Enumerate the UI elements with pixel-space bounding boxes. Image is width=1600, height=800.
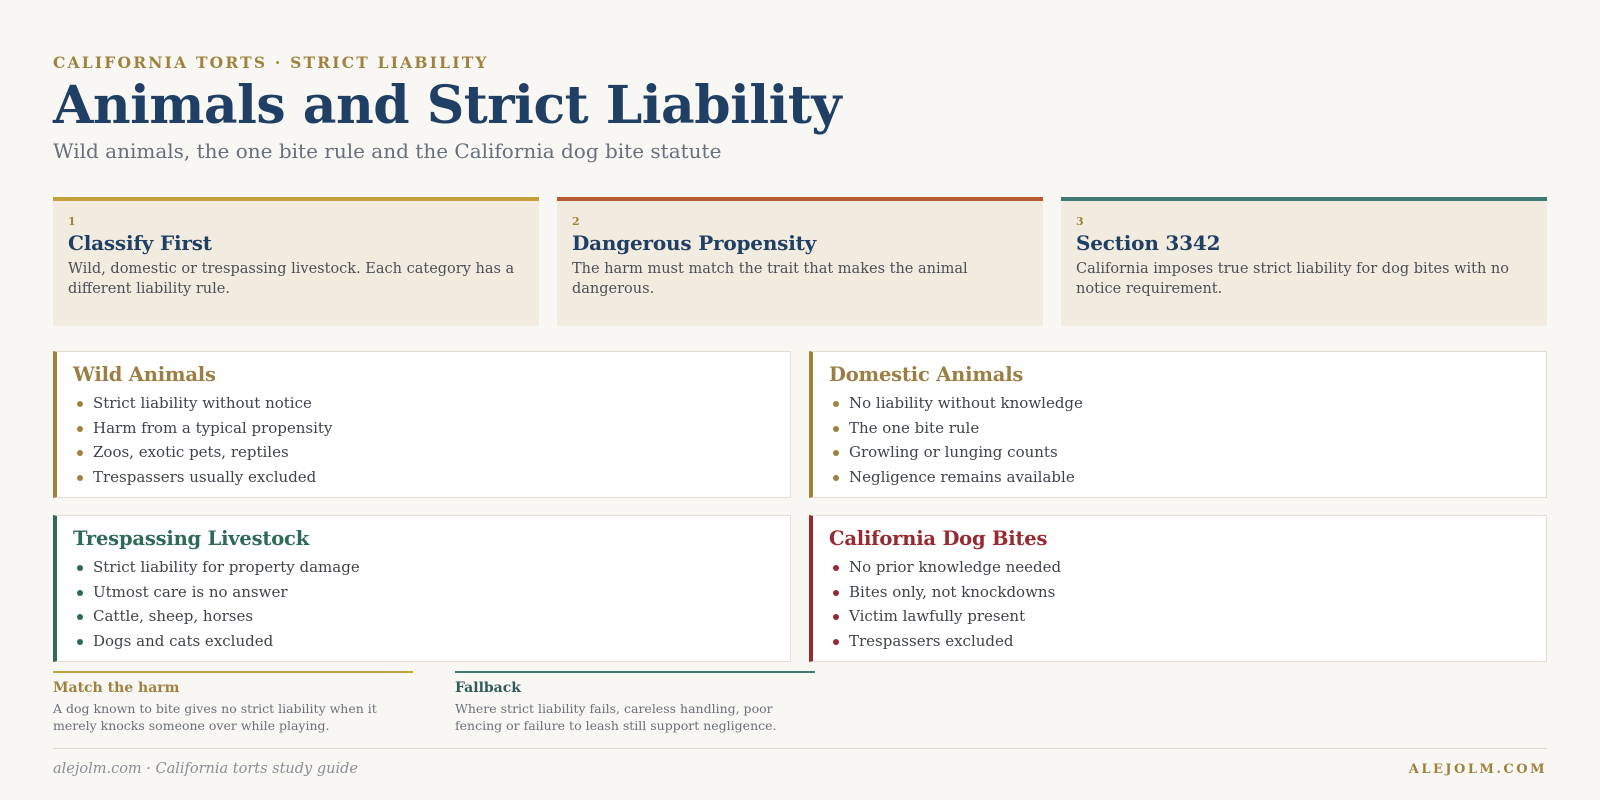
bullet-icon bbox=[833, 401, 839, 407]
bullet-icon bbox=[833, 450, 839, 456]
list-item: Cattle, sheep, horses bbox=[73, 604, 790, 629]
card-body: California imposes true strict liability for dog bites with no notice requirement. bbox=[1076, 261, 1509, 297]
card-number: 3 bbox=[1076, 215, 1084, 228]
study-guide-page bbox=[53, 0, 1547, 800]
panel-wild-animals bbox=[53, 351, 791, 498]
list-item: Strict liability for property damage bbox=[73, 555, 790, 580]
bullet-icon bbox=[77, 450, 83, 456]
list-item: The one bite rule bbox=[829, 416, 1546, 441]
key-points-cards bbox=[53, 197, 1547, 329]
list-item: Trespassers excluded bbox=[829, 629, 1546, 654]
panel-list bbox=[73, 391, 790, 489]
panel-list bbox=[829, 391, 1546, 489]
eyebrow-label: CALIFORNIA TORTS · STRICT LIABILITY bbox=[53, 53, 489, 72]
card-dangerous-propensity bbox=[557, 197, 1043, 326]
card-title: Dangerous Propensity bbox=[572, 231, 817, 255]
list-item: Zoos, exotic pets, reptiles bbox=[73, 440, 790, 465]
bullet-icon bbox=[77, 639, 83, 645]
card-body: Wild, domestic or trespassing livestock. Each category has a different liability rule. bbox=[68, 261, 515, 297]
list-item: Strict liability without notice bbox=[73, 391, 790, 416]
bullet-icon bbox=[77, 475, 83, 481]
bullet-icon bbox=[833, 614, 839, 620]
list-item: Trespassers usually excluded bbox=[73, 465, 790, 490]
panel-domestic-animals bbox=[809, 351, 1547, 498]
list-item: Harm from a typical propensity bbox=[73, 416, 790, 441]
panel-trespassing-livestock bbox=[53, 515, 791, 662]
card-body: The harm must match the trait that makes the animal dangerous. bbox=[572, 261, 968, 297]
list-item: Utmost care is no answer bbox=[73, 580, 790, 605]
page-subtitle: Wild animals, the one bite rule and the California dog bite statute bbox=[53, 139, 722, 163]
card-title: Classify First bbox=[68, 231, 212, 255]
panel-title: Wild Animals bbox=[73, 363, 216, 386]
page-title: Animals and Strict Liability bbox=[53, 75, 842, 136]
bullet-icon bbox=[833, 426, 839, 432]
note-body: A dog known to bite gives no strict liability when it merely knocks someone over while playing. bbox=[53, 701, 377, 733]
footer-credit: alejolm.com · California torts study guide bbox=[53, 761, 358, 777]
bullet-icon bbox=[77, 401, 83, 407]
card-number: 2 bbox=[572, 215, 580, 228]
bullet-icon bbox=[833, 590, 839, 596]
note-title: Fallback bbox=[455, 680, 521, 696]
bullet-icon bbox=[833, 475, 839, 481]
note-body: Where strict liability fails, careless handling, poor fencing or failure to leash still support negligence. bbox=[455, 701, 777, 733]
list-item: Growling or lunging counts bbox=[829, 440, 1546, 465]
card-classify-first bbox=[53, 197, 539, 326]
panel-list bbox=[73, 555, 790, 653]
bullet-icon bbox=[833, 639, 839, 645]
footer-divider bbox=[53, 748, 1547, 749]
panel-title: California Dog Bites bbox=[829, 527, 1048, 550]
list-item: No prior knowledge needed bbox=[829, 555, 1546, 580]
list-item: Bites only, not knockdowns bbox=[829, 580, 1546, 605]
panel-list bbox=[829, 555, 1546, 653]
card-title: Section 3342 bbox=[1076, 231, 1221, 255]
list-item: No liability without knowledge bbox=[829, 391, 1546, 416]
list-item: Victim lawfully present bbox=[829, 604, 1546, 629]
note-match-the-harm bbox=[53, 671, 413, 734]
footer-brand: ALEJOLM.COM bbox=[1408, 762, 1547, 777]
list-item: Negligence remains available bbox=[829, 465, 1546, 490]
panel-title: Domestic Animals bbox=[829, 363, 1024, 386]
bullet-icon bbox=[77, 590, 83, 596]
note-title: Match the harm bbox=[53, 680, 180, 696]
card-number: 1 bbox=[68, 215, 76, 228]
card-section-3342 bbox=[1061, 197, 1547, 326]
bullet-icon bbox=[833, 565, 839, 571]
panel-california-dog-bites bbox=[809, 515, 1547, 662]
note-fallback bbox=[455, 671, 815, 734]
panel-title: Trespassing Livestock bbox=[73, 527, 310, 550]
bullet-icon bbox=[77, 426, 83, 432]
bullet-icon bbox=[77, 614, 83, 620]
bullet-icon bbox=[77, 565, 83, 571]
list-item: Dogs and cats excluded bbox=[73, 629, 790, 654]
